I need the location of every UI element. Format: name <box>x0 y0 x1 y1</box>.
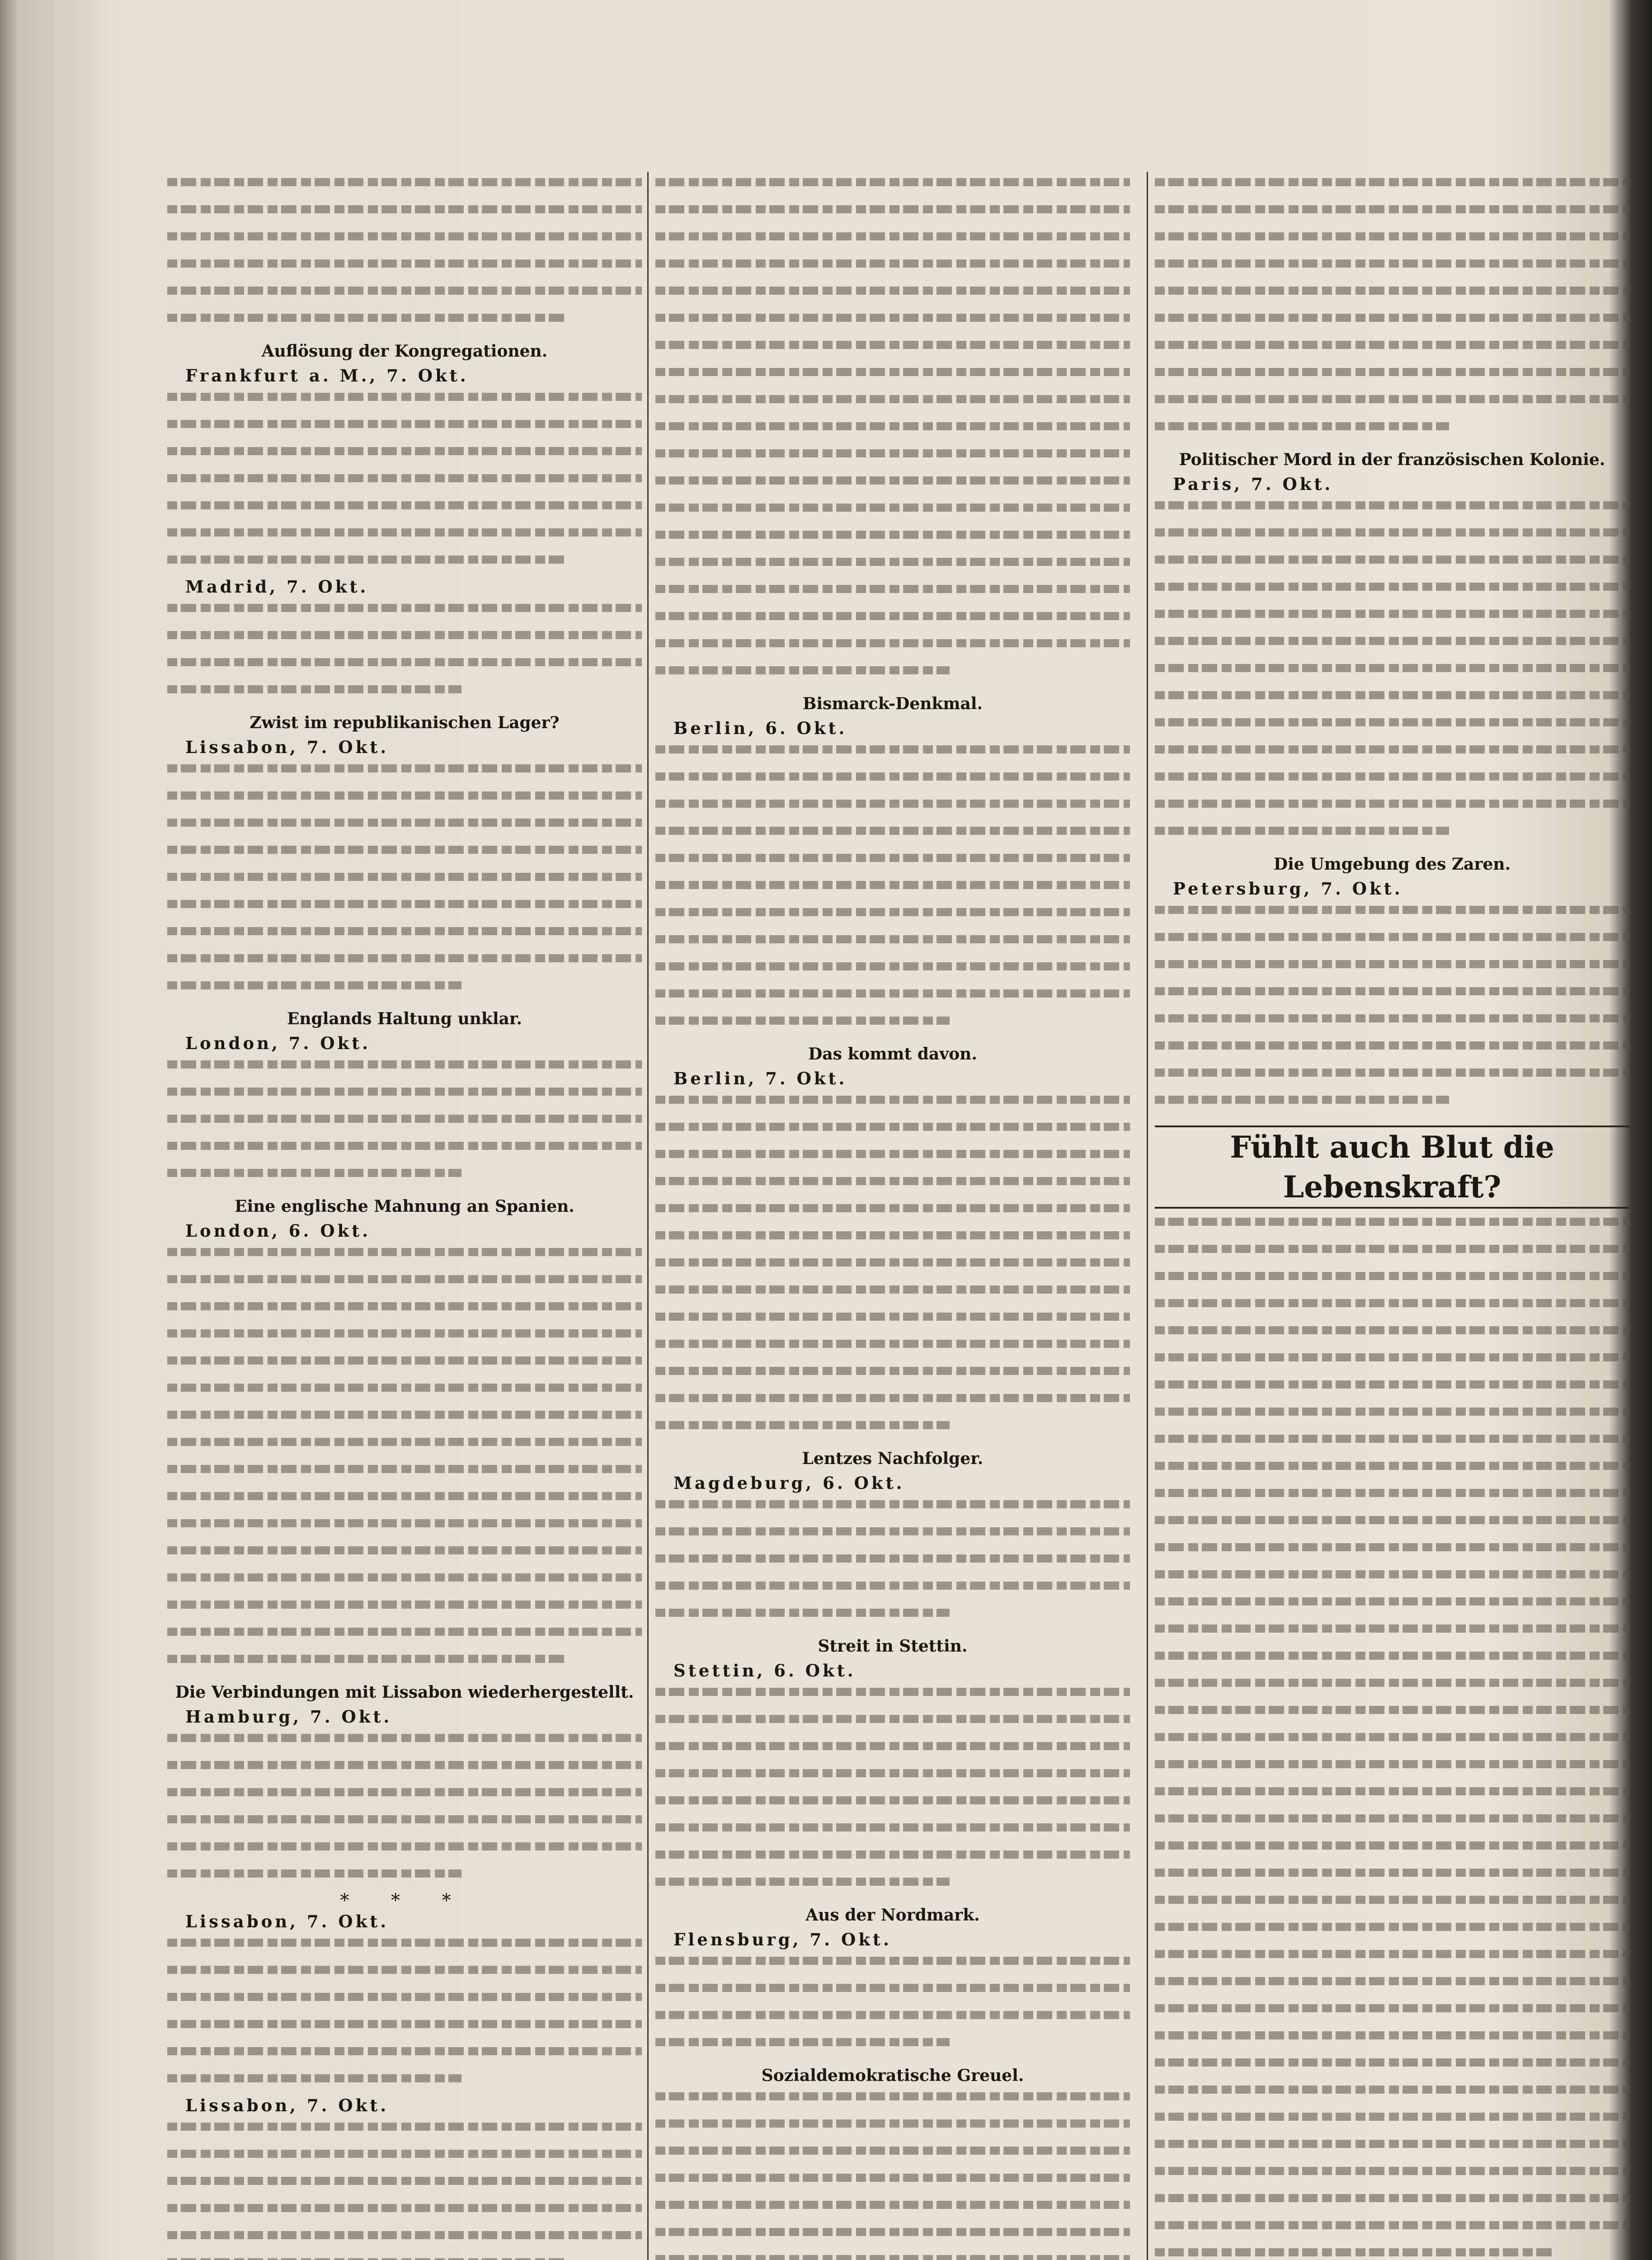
dateline: Berlin, 6. Okt. <box>673 718 847 738</box>
subheading: Auflösung der Kongregationen. <box>261 342 548 361</box>
news-item <box>655 1473 1130 1629</box>
subheading: Streit in Stettin. <box>818 1637 968 1656</box>
news-item <box>655 1929 1130 2059</box>
dateline: Lissabon, 7. Okt. <box>185 1912 389 1931</box>
subheading: Englands Haltung unklar. <box>287 1009 522 1028</box>
column-1 <box>167 172 642 2260</box>
column-2 <box>655 172 1130 2260</box>
subheading: Sozialdemokratische Greuel. <box>761 2066 1024 2085</box>
news-item <box>167 737 642 1002</box>
news-item <box>655 1068 1130 1442</box>
subheading: Lentzes Nachfolger. <box>802 1449 984 1468</box>
column-divider-2 <box>1147 172 1148 2260</box>
subheading: Die Verbindungen mit Lissabon wiederhergestellt. <box>175 1683 634 1702</box>
advertisement <box>1155 1218 1629 2260</box>
advertisement-title: Fühlt auch Blut die Lebenskraft? <box>1155 1125 1629 1209</box>
subheading: Eine englische Mahnung an Spanien. <box>235 1197 574 1216</box>
dateline: Berlin, 7. Okt. <box>673 1069 847 1088</box>
news-item <box>655 718 1130 1037</box>
article-continuation <box>1155 178 1629 443</box>
separator-asterisks: * * * <box>340 1890 469 1911</box>
dateline: Madrid, 7. Okt. <box>185 577 369 597</box>
dateline: Magdeburg, 6. Okt. <box>673 1473 905 1493</box>
subheading: Das kommt davon. <box>808 1045 977 1064</box>
news-item <box>167 1220 642 1676</box>
article-continuation <box>167 178 642 334</box>
news-item <box>1155 474 1629 848</box>
news-item <box>167 1706 642 1890</box>
column-3 <box>1155 172 1629 2260</box>
dateline: London, 6. Okt. <box>185 1221 371 1241</box>
news-item <box>167 365 642 706</box>
news-item <box>167 1033 642 1190</box>
dateline: Paris, 7. Okt. <box>1173 474 1333 494</box>
dateline: Flensburg, 7. Okt. <box>673 1930 892 1949</box>
dateline: Hamburg, 7. Okt. <box>185 1707 392 1727</box>
column-divider-1 <box>647 172 649 2260</box>
news-item <box>167 1911 642 2260</box>
dateline: Stettin, 6. Okt. <box>673 1661 856 1681</box>
subheading: Zwist im republikanischen Lager? <box>249 713 560 732</box>
news-item <box>655 1660 1130 1898</box>
dateline: London, 7. Okt. <box>185 1033 371 1053</box>
dateline: Lissabon, 7. Okt. <box>185 2095 389 2115</box>
dateline: Lissabon, 7. Okt. <box>185 737 389 757</box>
subheading: Bismarck-Denkmal. <box>803 694 983 713</box>
subheading: Die Umgebung des Zaren. <box>1273 855 1511 874</box>
subheading: Politischer Mord in der französischen Kolonie. <box>1179 450 1605 469</box>
dateline: Petersburg, 7. Okt. <box>1173 879 1403 899</box>
subheading: Aus der Nordmark. <box>805 1906 980 1925</box>
news-item <box>655 2092 1130 2260</box>
article-continuation <box>655 178 1130 687</box>
dateline: Frankfurt a. M., 7. Okt. <box>185 366 469 386</box>
news-item <box>1155 878 1629 1116</box>
